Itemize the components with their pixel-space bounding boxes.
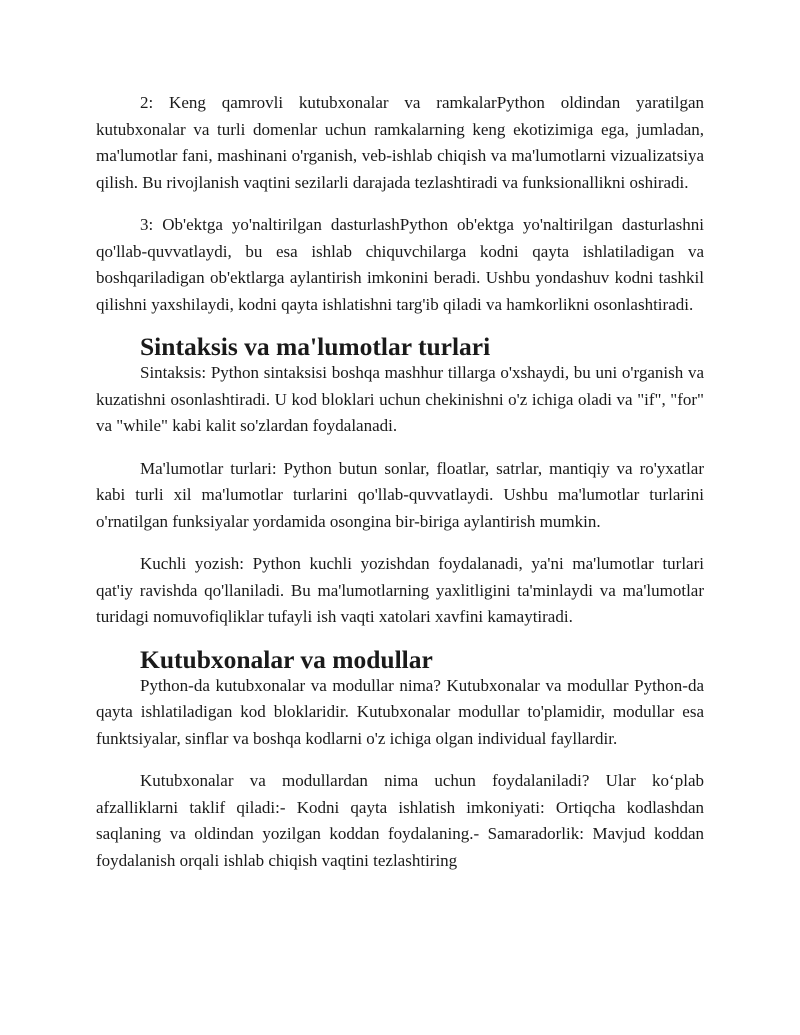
paragraph-libraries-frameworks: 2: Keng qamrovli kutubxonalar va ramkalarPython oldindan yaratilgan kutubxonalar va turli domenlar uchun ramkalarning keng ekotizimiga ega, jumladan, ma'lumotlar fani, mashinani o'rganish, veb-ishlab chiqish va ma'lumotlarni vizualizatsiya qilish. Bu rivojlanish vaqtini sezilarli darajada tezlashtiradi va funksionallikni oshiradi. xyxy=(96,93,704,192)
paragraph-oop: 3: Ob'ektga yo'naltirilgan dasturlashPython ob'ektga yo'naltirilgan dasturlashni qo'llab-quvvatlaydi, bu esa ishlab chiquvchilarga kodni qayta ishlatiladigan va boshqariladigan ob'ektlarga aylantirish imkonini beradi. Ushbu yondashuv kodni tashkil qilishni yaxshilaydi, kodni qayta ishlatishni targ'ib qiladi va hamkorlikni osonlashtiradi. xyxy=(96,215,704,314)
paragraph-why-use-libraries: Kutubxonalar va modullardan nima uchun foydalaniladi? Ular ko‘plab afzalliklarni taklif qiladi:- Kodni qayta ishlatish imkoniyati: Ortiqcha kodlashdan saqlaning va oldindan yozilgan koddan foydalaning.- Samaradorlik: Mavjud koddan foydalanish orqali ishlab chiqish vaqtini tezlashtiring xyxy=(96,771,704,870)
paragraph-what-are-libraries: Python-da kutubxonalar va modullar nima? Kutubxonalar va modullar Python-da qayta ishlatiladigan kod bloklaridir. Kutubxonalar modullar to'plamidir, modullar esa funktsiyalar, sinflar va boshqa kodlarni o'z ichiga olgan individual fayllardir. xyxy=(96,675,704,748)
heading-libraries-modules: Kutubxonalar va modullar xyxy=(140,644,433,674)
paragraph-data-types: Ma'lumotlar turlari: Python butun sonlar, floatlar, satrlar, mantiqiy va ro'yxatlar kabi turli xil ma'lumotlar turlarini qo'llab-quvvatlaydi. Ushbu ma'lumotlar turlarini o'rnatilgan funksiyalar yordamida osongina bir-biriga aylantirish mumkin. xyxy=(96,458,704,531)
paragraph-syntax: Sintaksis: Python sintaksisi boshqa mashhur tillarga o'xshaydi, bu uni o'rganish va kuzatishni osonlashtiradi. U kod bloklari uchun chekinishni o'z ichiga oladi va "if", "for" va "while" kabi kalit so'zlardan foydalanadi. xyxy=(96,363,704,435)
heading-syntax-data-types: Sintaksis va ma'lumotlar turlari xyxy=(140,332,491,361)
paragraph-strong-typing: Kuchli yozish: Python kuchli yozishdan foydalanadi, ya'ni ma'lumotlar turlari qat'iy ravishda qo'llaniladi. Bu ma'lumotlarning yaxlitligini ta'minlaydi va ma'lumotlar turidagi nomuvofiqliklar tufayli ish vaqti xatolari xavfini kamaytiradi. xyxy=(96,554,704,626)
